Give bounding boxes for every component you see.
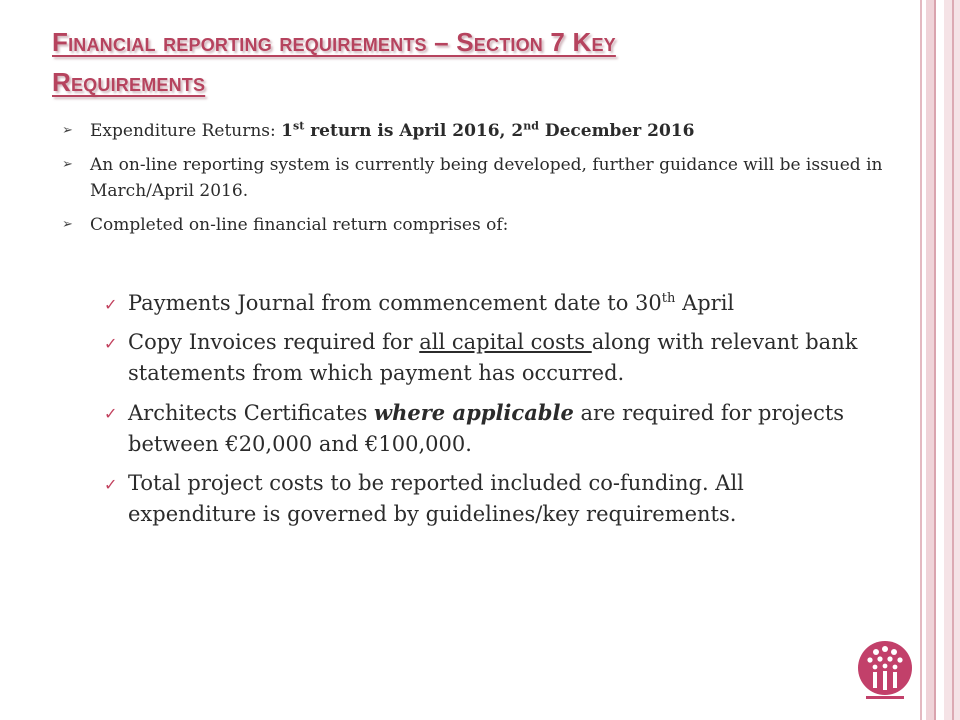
check-item-total-project-costs	[104, 468, 874, 530]
check-text: Architects Certificates	[128, 401, 375, 425]
check-text-emphasis: where applicable	[374, 400, 574, 425]
arrow-bullet-icon: ➢	[62, 217, 73, 232]
bullet-item-completed-return	[62, 212, 892, 238]
check-text-underlined: all capital costs	[419, 330, 592, 354]
arrow-bullet-icon: ➢	[62, 123, 73, 138]
slide-title	[52, 22, 902, 102]
check-text: are required for projects between €20,000 and €100,000.	[128, 401, 845, 456]
checkmark-icon: ✓	[104, 475, 118, 494]
check-text: Payments Journal from commencement date to 30	[128, 291, 662, 315]
decorative-stripe	[952, 0, 954, 720]
bullet-text: An on-line reporting system is currently being developed, further guidance will be issued in March/April 2016.	[90, 155, 883, 201]
decorative-stripe	[926, 0, 934, 720]
bullet-text: Expenditure Returns:	[90, 121, 282, 141]
superscript: nd	[523, 119, 539, 133]
bullet-text-bold: 1	[281, 121, 293, 141]
checkmark-icon: ✓	[104, 404, 118, 423]
check-text: Copy Invoices required for	[128, 330, 420, 354]
superscript: st	[293, 119, 305, 133]
bullet-text: Completed on-line financial return comprises of:	[90, 215, 509, 235]
bullet-text-bold: return is April 2016, 2	[304, 121, 524, 141]
arrow-bullet-icon: ➢	[62, 157, 73, 172]
bullet-list	[62, 118, 892, 246]
checkmark-icon: ✓	[104, 334, 118, 353]
dotted-circle-logo-icon	[856, 636, 914, 704]
slide-title-line-1: Financial reporting requirements – Section 7 Key	[52, 27, 616, 57]
check-text: April	[675, 291, 735, 315]
check-item-copy-invoices	[104, 327, 874, 389]
slide-title-line-2: Requirements	[52, 67, 206, 97]
checkmark-icon: ✓	[104, 295, 118, 314]
check-list	[104, 288, 874, 538]
check-item-architects-certificates	[104, 397, 874, 460]
superscript: th	[661, 291, 676, 306]
bullet-text-bold: December 2016	[538, 121, 695, 141]
bullet-item-expenditure-returns	[62, 118, 892, 144]
check-text: along with relevant bank statements from which payment has occurred.	[128, 330, 858, 385]
decorative-stripe	[920, 0, 922, 720]
decorative-stripe	[934, 0, 936, 720]
check-text: Total project costs to be reported included co-funding. All expenditure is governed by guidelines/key requirements.	[128, 471, 744, 526]
check-item-payments-journal	[104, 288, 874, 319]
bullet-item-online-system	[62, 152, 892, 204]
